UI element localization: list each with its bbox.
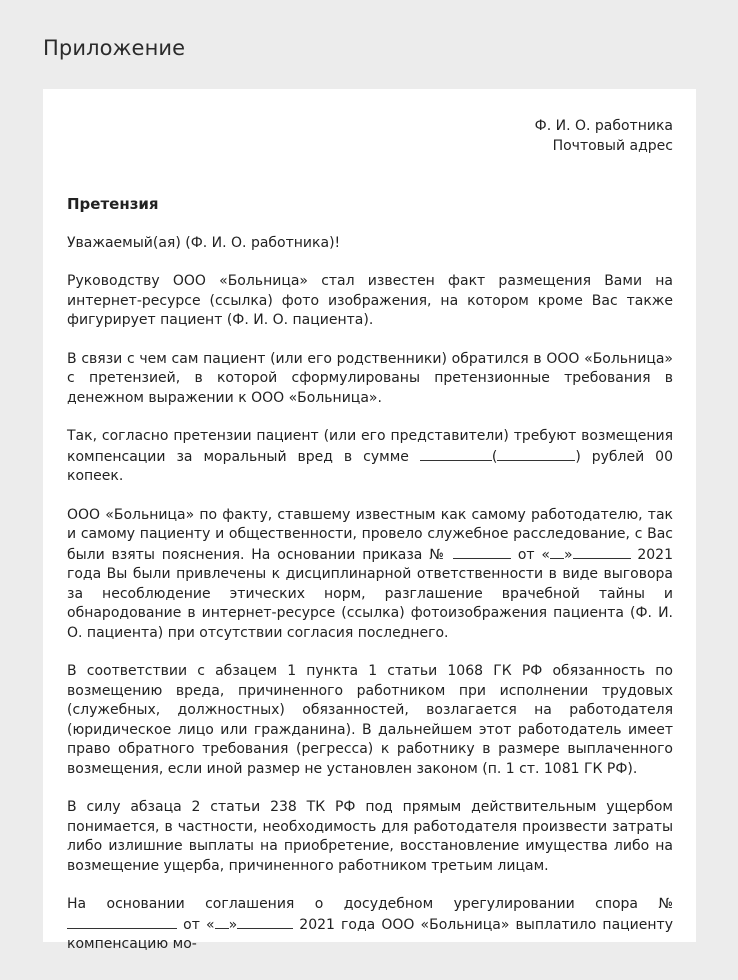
page-title: Приложение — [43, 36, 186, 60]
paragraph-7 — [67, 895, 673, 955]
paragraph-3-text-a: Так, согласно претензии пациент (или его представители) требуют возмещения компенсации за моральный вред в сумме — [67, 428, 673, 465]
claim-document — [43, 89, 696, 952]
order-day-blank — [550, 545, 564, 559]
paragraph-1: Руководству ООО «Больница» стал известен факт размещения Вами на интернет-ресурсе (ссылка) фото изображения, на котором кроме Вас также фигурирует пациент (Ф. И. О. пациента). — [67, 273, 673, 328]
addressee-block — [67, 116, 673, 156]
paragraph-7-text-a: На основании соглашения о досудебном урегулировании спора № — [67, 896, 673, 912]
paragraph-3 — [67, 427, 673, 487]
order-month-blank — [573, 545, 631, 559]
paragraph-4-text-b: от « — [517, 546, 550, 563]
agreement-day-blank — [215, 915, 229, 929]
greeting: Уважаемый(ая) (Ф. И. О. работника)! — [67, 235, 341, 251]
addressee-address: Почтовый адрес — [552, 138, 673, 154]
amount-words-blank — [497, 447, 575, 461]
agreement-number-blank — [67, 915, 177, 929]
paragraph-4-text-c: » — [563, 546, 573, 563]
paragraph-6: В силу абзаца 2 статьи 238 ТК РФ под прямым действительным ущербом понимается, в частности, необходимость для работодателя произвести затраты либо излишние выплаты на приобретение, восстановление имущества либо на возмещение ущерба, причиненного работником третьим лицам. — [67, 799, 673, 874]
paragraph-2: В связи с чем сам пациент (или его родственники) обратился в ООО «Больница» с претензией, в которой сформулированы претензионные требования в денежном выражении к ООО «Больница». — [67, 350, 673, 406]
paragraph-4-text-d: 2021 года Вы были привлечены к дисциплинарной ответственности в виде выговора за несоблюдение этических норм, разглашение врачебной тайны и обнародование в интернет-ресурсе (ссылка) фотоизображения пациента (Ф. И. О. пациента) при отсутствии согласия последнего. — [67, 546, 673, 641]
paragraph-7-text-c: » — [228, 916, 238, 933]
paragraph-7-text-d: 2021 года ООО «Больница» выплатило пациенту компенсацию мо- — [67, 916, 673, 952]
paragraph-4-text-a: ООО «Больница» по факту, ставшему известным как самому работодателю, так и самому пациенту и общественности, провело служебное расследование, с Вас были взяты пояснения. На основании приказа № — [67, 506, 673, 563]
order-number-blank — [453, 545, 511, 559]
paragraph-3-text-b: ( — [491, 448, 498, 465]
paragraph-7-text-b: от « — [183, 916, 215, 933]
paragraph-4 — [67, 506, 673, 644]
paragraph-3-text-c: ) рублей 00 копеек. — [67, 448, 673, 484]
amount-blank — [420, 447, 492, 461]
paragraph-5: В соответствии с абзацем 1 пункта 1 статьи 1068 ГК РФ обязанность по возмещению вреда, причиненного работником при исполнении трудовых (служебных, должностных) обязанностей, возлагается на работодателя (юридическое лицо или гражданина). В дальнейшем этот работодатель имеет право обратного требования (регресса) к работнику в размере выплаченного возмещения, если иной размер не установлен законом (п. 1 ст. 1081 ГК РФ). — [67, 663, 673, 777]
addressee-name: Ф. И. О. работника — [534, 118, 673, 134]
agreement-month-blank — [237, 915, 293, 929]
document-title: Претензия — [67, 195, 159, 213]
